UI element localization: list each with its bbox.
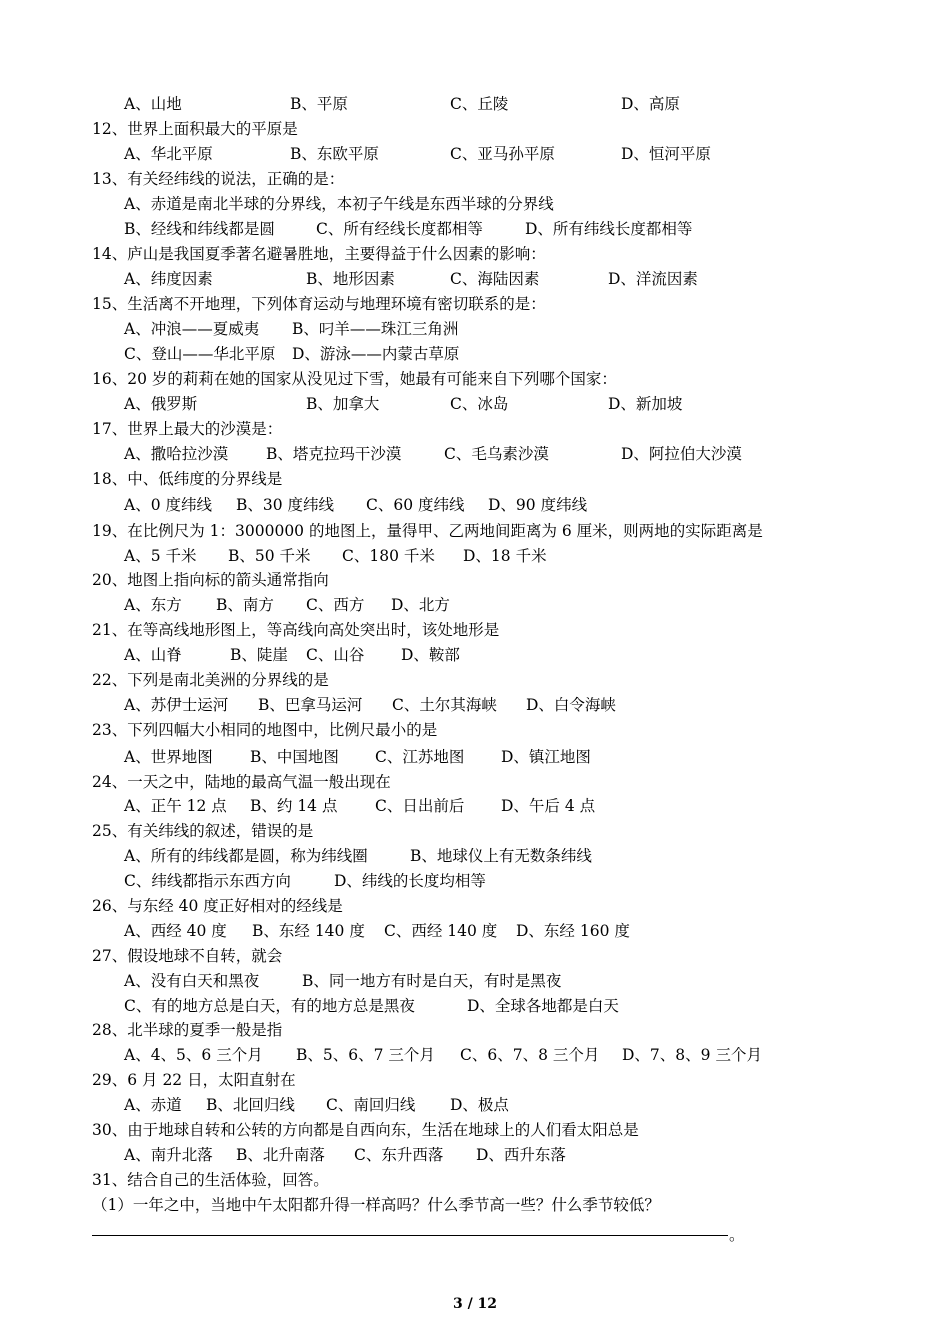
answer-option: A、没有白天和黑夜 bbox=[124, 972, 260, 990]
answer-option: C、山谷 bbox=[306, 646, 365, 664]
answer-option: B、叼羊——珠江三角洲 bbox=[292, 320, 459, 338]
answer-option: C、东升西落 bbox=[354, 1146, 444, 1164]
answer-option: B、北回归线 bbox=[206, 1096, 295, 1114]
question-text: 17、世界上最大的沙漠是： bbox=[92, 420, 283, 438]
answer-option: A、0 度纬线 bbox=[124, 496, 212, 514]
question-text: 29、6 月 22 日，太阳直射在 bbox=[92, 1071, 296, 1089]
answer-option: B、平原 bbox=[290, 95, 348, 113]
answer-option: A、华北平原 bbox=[124, 145, 213, 163]
answer-option: D、90 度纬线 bbox=[488, 496, 588, 514]
answer-option: B、地形因素 bbox=[306, 270, 395, 288]
answer-option: B、50 千米 bbox=[228, 547, 311, 565]
answer-option: B、加拿大 bbox=[306, 395, 380, 413]
answer-option: D、高原 bbox=[621, 95, 680, 113]
question-text: 24、一天之中，陆地的最高气温一般出现在 bbox=[92, 773, 391, 791]
answer-option: D、恒河平原 bbox=[621, 145, 711, 163]
answer-option: C、所有经线长度都相等 bbox=[316, 220, 483, 238]
question-text: 23、下列四幅大小相同的地图中，比例尺最小的是 bbox=[92, 721, 438, 739]
answer-option: C、江苏地图 bbox=[375, 748, 465, 766]
answer-option: C、丘陵 bbox=[450, 95, 509, 113]
question-text: 22、下列是南北美洲的分界线的是 bbox=[92, 671, 329, 689]
answer-option: D、新加坡 bbox=[608, 395, 683, 413]
question-text: 27、假设地球不自转，就会 bbox=[92, 947, 283, 965]
answer-option: D、纬线的长度均相等 bbox=[334, 872, 486, 890]
answer-option: A、世界地图 bbox=[124, 748, 213, 766]
answer-option: B、30 度纬线 bbox=[236, 496, 335, 514]
answer-option: D、东经 160 度 bbox=[516, 922, 630, 940]
answer-option: C、有的地方总是白天，有的地方总是黑夜 bbox=[124, 997, 415, 1015]
answer-option: B、南方 bbox=[216, 596, 274, 614]
answer-option: D、全球各地都是白天 bbox=[467, 997, 619, 1015]
answer-option: A、正午 12 点 bbox=[124, 797, 227, 815]
answer-option: B、同一地方有时是白天，有时是黑夜 bbox=[302, 972, 562, 990]
question-text: 15、生活离不开地理，下列体育运动与地理环境有密切联系的是： bbox=[92, 295, 546, 313]
question-text: 30、由于地球自转和公转的方向都是自西向东，生活在地球上的人们看太阳总是 bbox=[92, 1121, 639, 1139]
answer-option: C、亚马孙平原 bbox=[450, 145, 555, 163]
answer-option: B、巴拿马运河 bbox=[258, 696, 363, 714]
answer-option: B、北升南落 bbox=[236, 1146, 325, 1164]
answer-option: B、东欧平原 bbox=[290, 145, 379, 163]
answer-option: C、冰岛 bbox=[450, 395, 509, 413]
answer-option: A、俄罗斯 bbox=[124, 395, 198, 413]
answer-option: C、纬线都指示东西方向 bbox=[124, 872, 291, 890]
question-text: 20、地图上指向标的箭头通常指向 bbox=[92, 571, 329, 589]
answer-option: A、赤道 bbox=[124, 1096, 182, 1114]
answer-option: C、土尔其海峡 bbox=[392, 696, 497, 714]
answer-option: A、山脊 bbox=[124, 646, 182, 664]
answer-option: D、午后 4 点 bbox=[501, 797, 596, 815]
answer-option: A、东方 bbox=[124, 596, 182, 614]
answer-option: C、60 度纬线 bbox=[366, 496, 465, 514]
answer-option: D、阿拉伯大沙漠 bbox=[621, 445, 742, 463]
answer-option: A、苏伊士运河 bbox=[124, 696, 229, 714]
answer-option: C、西经 140 度 bbox=[384, 922, 498, 940]
question-text: 31、结合自己的生活体验，回答。 bbox=[92, 1171, 329, 1189]
answer-option: D、镇江地图 bbox=[501, 748, 591, 766]
question-text: 12、世界上面积最大的平原是 bbox=[92, 120, 298, 138]
answer-option: B、陡崖 bbox=[230, 646, 288, 664]
answer-option: D、北方 bbox=[391, 596, 450, 614]
answer-option: D、洋流因素 bbox=[608, 270, 698, 288]
answer-option: C、海陆因素 bbox=[450, 270, 540, 288]
answer-option: D、18 千米 bbox=[463, 547, 547, 565]
answer-option: A、撒哈拉沙漠 bbox=[124, 445, 229, 463]
answer-option: C、南回归线 bbox=[326, 1096, 416, 1114]
answer-option: B、经线和纬线都是圆 bbox=[124, 220, 275, 238]
answer-option: B、塔克拉玛干沙漠 bbox=[266, 445, 402, 463]
answer-option: A、南升北落 bbox=[124, 1146, 213, 1164]
question-text: 16、20 岁的莉莉在她的国家从没见过下雪，她最有可能来自下列哪个国家： bbox=[92, 370, 617, 388]
sub-question-text: （1）一年之中，当地中午太阳都升得一样高吗？什么季节高一些？什么季节较低？ bbox=[92, 1196, 660, 1214]
answer-option: C、6、7、8 三个月 bbox=[460, 1046, 600, 1064]
answer-option: A、纬度因素 bbox=[124, 270, 213, 288]
answer-option: D、7、8、9 三个月 bbox=[622, 1046, 762, 1064]
answer-blank-line bbox=[92, 1235, 728, 1236]
answer-option: D、游泳——内蒙古草原 bbox=[292, 345, 460, 363]
answer-option: B、东经 140 度 bbox=[252, 922, 365, 940]
question-text: 18、中、低纬度的分界线是 bbox=[92, 470, 283, 488]
answer-option: A、4、5、6 三个月 bbox=[124, 1046, 263, 1064]
answer-option: B、地球仪上有无数条纬线 bbox=[410, 847, 592, 865]
answer-end-mark: 。 bbox=[729, 1226, 745, 1244]
answer-option: C、登山——华北平原 bbox=[124, 345, 276, 363]
answer-option: D、所有纬线长度都相等 bbox=[525, 220, 693, 238]
question-text: 25、有关纬线的叙述，错误的是 bbox=[92, 822, 314, 840]
answer-option: D、白令海峡 bbox=[526, 696, 616, 714]
answer-option: D、极点 bbox=[450, 1096, 509, 1114]
answer-option: A、山地 bbox=[124, 95, 182, 113]
answer-option: C、毛乌素沙漠 bbox=[444, 445, 549, 463]
answer-option: A、西经 40 度 bbox=[124, 922, 227, 940]
answer-option: A、赤道是南北半球的分界线，本初子午线是东西半球的分界线 bbox=[124, 195, 554, 213]
answer-option: C、西方 bbox=[306, 596, 365, 614]
answer-option: D、西升东落 bbox=[476, 1146, 566, 1164]
answer-option: A、5 千米 bbox=[124, 547, 197, 565]
answer-option: B、约 14 点 bbox=[250, 797, 338, 815]
question-text: 21、在等高线地形图上，等高线向高处突出时，该处地形是 bbox=[92, 621, 500, 639]
answer-option: A、所有的纬线都是圆，称为纬线圈 bbox=[124, 847, 368, 865]
question-text: 13、有关经纬线的说法，正确的是： bbox=[92, 170, 345, 188]
answer-option: C、日出前后 bbox=[375, 797, 465, 815]
question-text: 28、北半球的夏季一般是指 bbox=[92, 1021, 283, 1039]
answer-option: D、鞍部 bbox=[401, 646, 460, 664]
answer-option: C、180 千米 bbox=[342, 547, 435, 565]
question-text: 14、庐山是我国夏季著名避暑胜地，主要得益于什么因素的影响： bbox=[92, 245, 546, 263]
answer-option: B、中国地图 bbox=[250, 748, 339, 766]
answer-option: A、冲浪——夏威夷 bbox=[124, 320, 260, 338]
page-number-footer: 3 / 12 bbox=[452, 1296, 498, 1312]
question-text: 26、与东经 40 度正好相对的经线是 bbox=[92, 897, 343, 915]
question-text: 19、在比例尺为 1：3000000 的地图上，量得甲、乙两地间距离为 6 厘米，则两地的实际距离是 bbox=[92, 522, 763, 540]
answer-option: B、5、6、7 三个月 bbox=[296, 1046, 435, 1064]
